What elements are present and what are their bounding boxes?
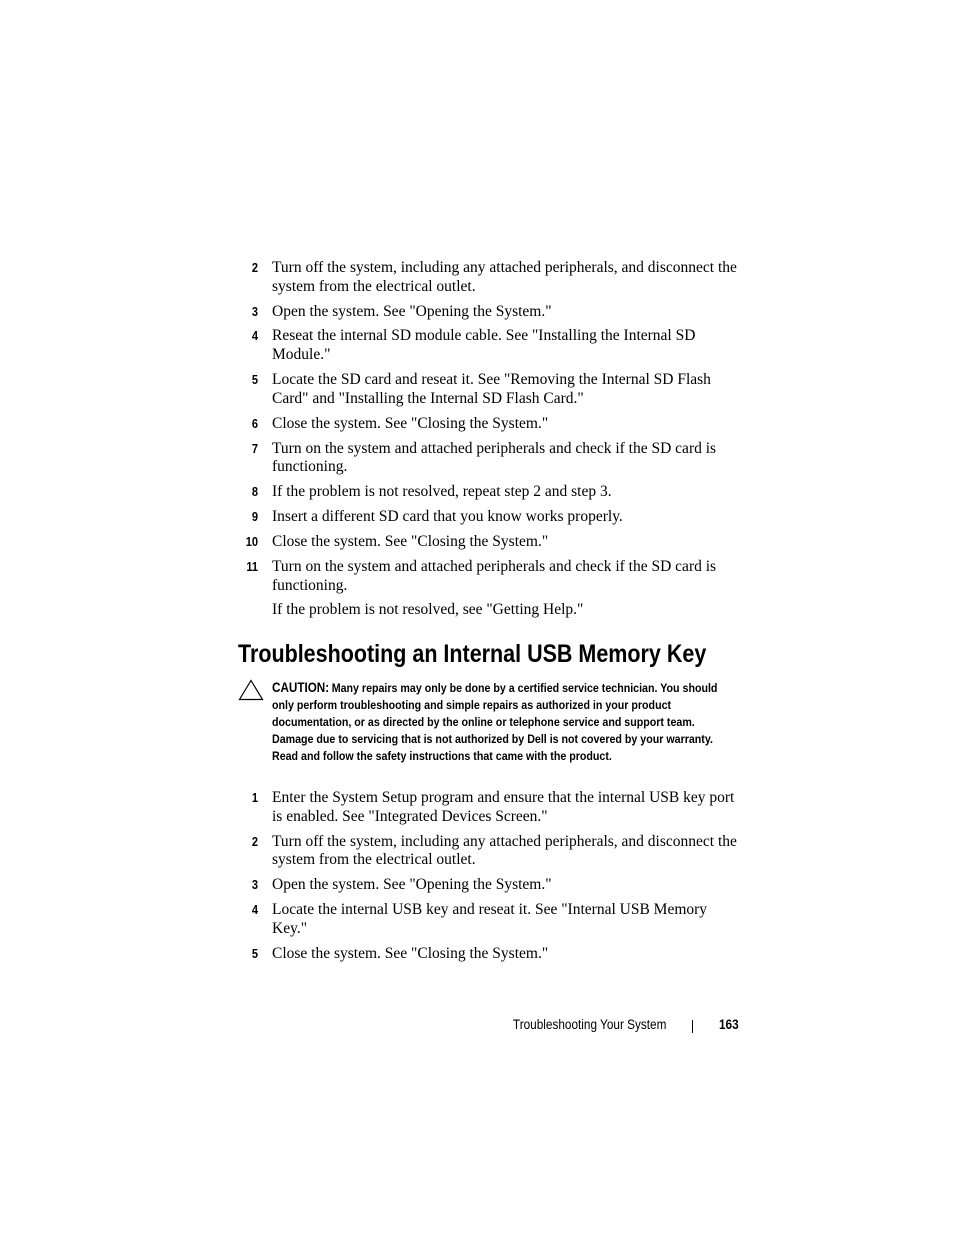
usb-key-steps [238, 789, 738, 970]
step-text: Turn off the system, including any attached peripherals, and disconnect the system from the electrical outlet. [272, 259, 737, 295]
step-item [238, 483, 738, 502]
step-number: 4 [251, 902, 258, 918]
step-number: 5 [251, 372, 258, 388]
step-number: 5 [251, 945, 258, 961]
caution-text: Many repairs may only be done by a certified service technician. You should only perform troubleshooting and simple repairs as authorized in your product documentation, or as directed by the online or telephone service and support team. Damage due to servicing that is not authorized by Dell is not covered by your warranty. Read and follow the safety instructions that came with the product. [272, 681, 718, 763]
step-number: 8 [251, 484, 258, 500]
step-number: 4 [251, 328, 258, 344]
step-text: Close the system. See "Closing the System." [272, 414, 549, 432]
step-item [238, 876, 738, 895]
step-item [238, 371, 738, 408]
step-number: 2 [251, 833, 258, 849]
step-text: Locate the SD card and reseat it. See "Removing the Internal SD Flash Card" and "Installing the Internal SD Flash Card." [272, 371, 711, 407]
sd-card-steps [238, 259, 738, 626]
step-number: 6 [251, 415, 258, 431]
step-text: Locate the internal USB key and reseat it. See "Internal USB Memory Key." [272, 901, 708, 937]
step-item [238, 440, 738, 477]
step-note: If the problem is not resolved, see "Getting Help." [272, 601, 584, 619]
step-text: Close the system. See "Closing the System." [272, 944, 549, 962]
step-number: 3 [251, 877, 258, 893]
step-number: 2 [251, 260, 258, 275]
step-text: Enter the System Setup program and ensure that the internal USB key port is enabled. See "Integrated Devices Screen." [272, 789, 735, 825]
step-item [238, 533, 738, 552]
step-item [238, 789, 738, 826]
step-text: Insert a different SD card that you know works properly. [272, 508, 623, 526]
step-item [238, 558, 738, 620]
step-text: Open the system. See "Opening the System." [272, 876, 552, 894]
step-number: 1 [251, 790, 258, 805]
step-number: 9 [251, 509, 258, 525]
step-number: 10 [245, 533, 258, 549]
caution-triangle-icon [238, 679, 264, 701]
page-footer [0, 1014, 954, 1036]
step-text: Turn off the system, including any attached peripherals, and disconnect the system from the electrical outlet. [272, 832, 737, 869]
caution-label: CAUTION: [272, 680, 330, 695]
step-number: 3 [251, 303, 258, 319]
step-item [238, 508, 738, 527]
step-item [238, 327, 738, 364]
step-text: Close the system. See "Closing the System." [272, 532, 549, 550]
step-text: Open the system. See "Opening the System." [272, 302, 552, 320]
page-number: 163 [719, 1017, 739, 1032]
step-item [238, 415, 738, 434]
step-number: 11 [246, 558, 258, 574]
step-text: Turn on the system and attached peripherals and check if the SD card is functioning. [272, 557, 717, 594]
step-number: 7 [251, 440, 258, 456]
section-heading: Troubleshooting an Internal USB Memory Key [238, 640, 707, 668]
step-text: Turn on the system and attached peripherals and check if the SD card is functioning. [272, 439, 717, 476]
caution-notice [238, 679, 738, 765]
step-item [238, 945, 738, 964]
footer-section-title: Troubleshooting Your System [512, 1017, 666, 1032]
step-item [238, 259, 738, 296]
step-item [238, 833, 738, 870]
step-item [238, 303, 738, 322]
step-item [238, 901, 738, 938]
footer-divider [692, 1020, 693, 1033]
step-text: If the problem is not resolved, repeat step 2 and step 3. [272, 483, 612, 501]
caution-body [272, 679, 736, 765]
step-text: Reseat the internal SD module cable. See "Installing the Internal SD Module." [272, 327, 696, 364]
